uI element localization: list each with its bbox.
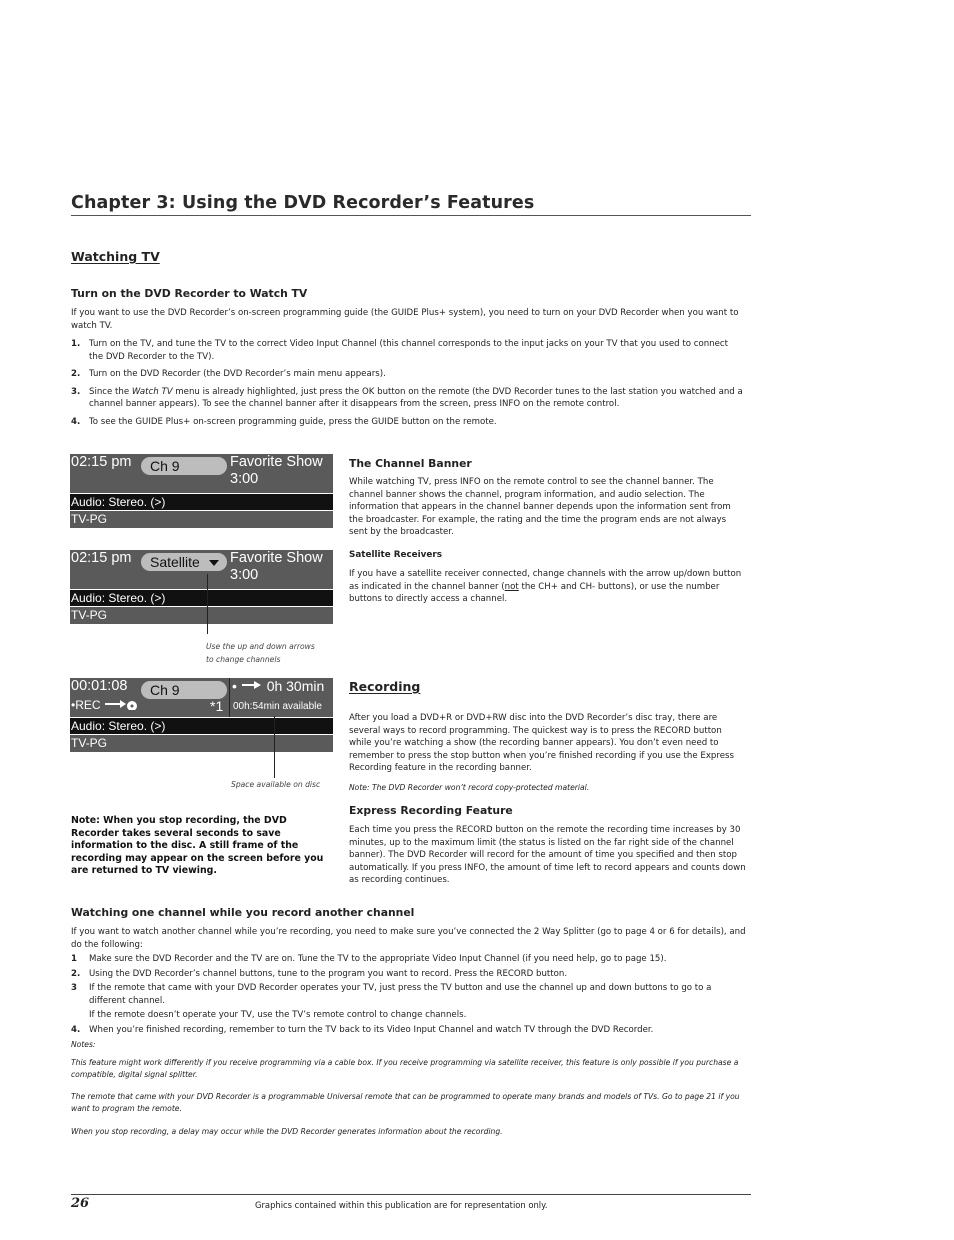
list-item: 1 Make sure the DVD Recorder and the TV are on. Tune the TV to the appropriate Video Input Channel (if you need help, go to page 15).	[71, 954, 667, 964]
watching-tv-intro: If you want to use the DVD Recorder’s on-screen programming guide (the GUIDE Plus+ system), you need to turn on your DVD Recorder when you want to watch TV.	[71, 308, 739, 331]
turn-on-subheading: Turn on the DVD Recorder to Watch TV	[71, 287, 308, 300]
page-number: 26	[71, 1196, 90, 1211]
channel-pill: Ch 9	[141, 681, 227, 699]
list-item: 4. To see the GUIDE Plus+ on-screen programming guide, press the GUIDE button on the remote.	[71, 416, 497, 427]
satellite-banner-example	[70, 550, 333, 624]
watch-while-record-heading: Watching one channel while you record another channel	[71, 906, 415, 919]
callout-line	[207, 574, 208, 634]
banner-time: 02:15 pm	[71, 550, 132, 566]
list-item: 2. Turn on the DVD Recorder (the DVD Recorder’s main menu appears).	[71, 369, 386, 380]
watch-while-record-steps	[71, 953, 748, 1037]
banner-time: 02:15 pm	[71, 454, 132, 470]
callout-line	[274, 716, 275, 778]
recording-banner-example	[70, 678, 333, 752]
list-item: 1. Turn on the TV, and tune the TV to the correct Video Input Channel (this channel corresponds to the input jacks on your TV that you used to connect the DVD Recorder to the TV).	[71, 339, 728, 362]
recording-heading: Recording	[349, 679, 421, 694]
channel-banner-example	[70, 454, 333, 528]
banner-star: *1	[210, 698, 224, 714]
watching-tv-steps	[71, 338, 743, 429]
down-arrow-icon	[209, 560, 219, 566]
recording-text: After you load a DVD+R or DVD+RW disc into the DVD Recorder’s disc tray, there are several ways to record programming. The quickest way is to press the RECORD button while you’re watching a show (the recording banner appears). You don’t even need to remember to press the stop button when you’re finished recording if you use the Express Recording feature in the recording banner.	[349, 713, 734, 774]
record-arrow-icon	[241, 680, 263, 690]
satellite-heading: Satellite Receivers	[349, 550, 442, 560]
note-item: This feature might work differently if you receive programming via a cable box. If you receive programming via satellite receiver, this feature is only possible if you purchase a compatible, digital signal splitter.	[71, 1058, 739, 1079]
banner-show: Favorite Show 3:00	[230, 454, 323, 487]
copy-protect-note: Note: The DVD Recorder won’t record copy-protected material.	[349, 783, 590, 792]
space-caption: Space available on disc	[231, 780, 321, 789]
express-recording-text: Each time you press the RECORD button on the remote the recording time increases by 30 minutes, up to the maximum limit (the status is listed on the far right side of the channel banner). The DVD Recorder will record for the amount of time you specified and then stop automatically. If you press INFO, the amount of time left to record appears and counts down as recording continues.	[349, 825, 746, 886]
satellite-text: If you have a satellite receiver connected, change channels with the arrow up/down button as indicated in the channel banner (not the CH+ and CH- buttons), or use the number buttons to directly access a channel.	[349, 569, 742, 605]
banner-audio: Audio: Stereo. (>)	[70, 718, 333, 734]
banner-rating: TV-PG	[70, 735, 333, 752]
rec-indicator: •REC	[71, 698, 138, 712]
record-duration: • 0h 30min	[232, 678, 325, 694]
banner-rating: TV-PG	[70, 607, 333, 624]
channel-banner-text: While watching TV, press INFO on the remote control to see the channel banner. The channel banner shows the channel, program information, and audio selection. The information that appears in the channel banner depends upon the information sent from the broadcaster. For example, the rating and the time the program ends are not always sent by the broadcaster.	[349, 477, 731, 538]
list-item: 2. Using the DVD Recorder’s channel buttons, tune to the program you want to record. Press the RECORD button.	[71, 968, 568, 979]
record-to-disc-icon	[104, 698, 138, 710]
list-item: 4. When you’re finished recording, remember to turn the TV back to its Video Input Channel and watch TV through the DVD Recorder.	[71, 1024, 654, 1035]
available-space: 00h:54min available	[233, 701, 322, 712]
banner-rating: TV-PG	[70, 511, 333, 528]
list-item: 3 If the remote that came with your DVD Recorder operates your TV, just press the TV button and use the channel up and down buttons to go to a different channel. If the remote doesn’t operate your TV, use the TV’s remote control to change channels.	[71, 983, 712, 1021]
watch-while-record-intro: If you want to watch another channel while you’re recording, you need to make sure you’ve connected the 2 Way Splitter (go to page 4 or 6 for details), and do the following:	[71, 927, 746, 950]
notes-label: Notes:	[71, 1040, 96, 1049]
banner-show: Favorite Show 3:00	[230, 550, 323, 583]
note-item: When you stop recording, a delay may occur while the DVD Recorder generates information about the recording.	[71, 1127, 503, 1136]
channel-pill: Ch 9	[141, 457, 227, 475]
footer-rule	[71, 1194, 751, 1195]
express-recording-heading: Express Recording Feature	[349, 804, 513, 817]
banner-audio: Audio: Stereo. (>)	[70, 590, 333, 606]
chapter-title: Chapter 3: Using the DVD Recorder’s Features	[71, 193, 535, 213]
satellite-caption: Use the up and down arrows to change channels	[206, 642, 315, 664]
channel-pill: Satellite	[141, 553, 227, 571]
list-item: 3. Since the Watch TV menu is already highlighted, just press the OK button on the remote (the DVD Recorder tunes to the last station you watched and a channel banner appears). To see the channel banner after it disappears from the screen, press INFO on the remote control.	[71, 386, 743, 410]
note-item: The remote that came with your DVD Recorder is a programmable Universal remote that can be programmed to operate many brands and models of TVs. Go to page 21 if you want to program the remote.	[71, 1092, 740, 1113]
chapter-rule	[71, 215, 751, 216]
watching-tv-heading: Watching TV	[71, 249, 160, 264]
stop-recording-note: Note: When you stop recording, the DVD Recorder takes several seconds to save information to the disc. A still frame of the recording may appear on the screen before you are returned to TV viewing.	[71, 815, 324, 877]
banner-time: 00:01:08	[71, 678, 128, 694]
footer-text: Graphics contained within this publication are for representation only.	[255, 1200, 548, 1210]
banner-audio: Audio: Stereo. (>)	[70, 494, 333, 510]
channel-banner-heading: The Channel Banner	[349, 457, 472, 470]
